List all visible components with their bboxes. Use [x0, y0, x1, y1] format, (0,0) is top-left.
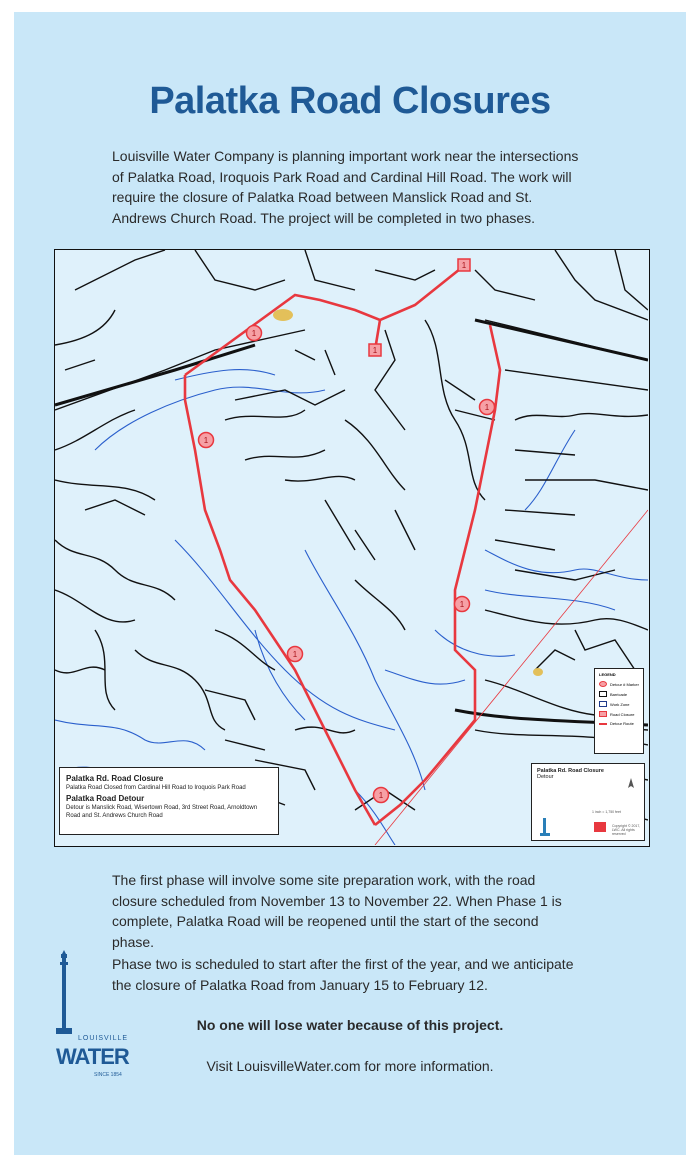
water-tower-icon	[538, 816, 552, 838]
map-key-label: Barricade	[610, 691, 628, 697]
info-scale: 1 inch = 1,750 feet	[592, 810, 621, 814]
logo-wordmark: WATER	[56, 1044, 129, 1069]
marker-label: 1	[372, 346, 378, 355]
closure-legend	[59, 767, 279, 835]
map-info-box	[531, 763, 645, 841]
closure-title: Palatka Rd. Road Closure	[66, 774, 164, 783]
map-key-row	[599, 701, 643, 707]
info-subtitle: Detour	[537, 774, 554, 780]
no-water-loss-notice: No one will lose water because of this project.	[196, 1017, 504, 1033]
phase-two-paragraph: Phase two is scheduled to start after the first of the year, and we anticipate the closure of Palatka Road from January 15 to February 12.	[112, 956, 574, 993]
roads	[55, 250, 648, 820]
marker-label: 1	[461, 261, 467, 270]
marker-label: 1	[378, 791, 384, 800]
park-landmark	[273, 309, 293, 321]
detour-description: Detour is Manslick Road, Wisertown Road, 3rd Street Road, Arnoldtown Road and St. Andrews Church Road	[66, 805, 258, 819]
closure-description: Palatka Road Closed from Cardinal Hill Road to Iroquois Park Road	[66, 785, 246, 791]
map-canvas	[55, 250, 648, 845]
map-key-label: Work Zone	[610, 701, 630, 707]
detour-line-swatch-icon	[599, 723, 607, 725]
marker-label: 1	[203, 436, 209, 445]
map-key-row	[599, 721, 643, 726]
logo-top-text: LOUISVILLE	[78, 1035, 129, 1042]
map-key-row	[599, 691, 643, 697]
info-copyright: Copyright © 2017, LWC. All rights reserved	[612, 824, 641, 836]
map-key-row	[599, 711, 643, 717]
map-key-label: Detour Route	[610, 721, 634, 726]
map-key-label: Road Closure	[610, 711, 635, 717]
marker-label: 1	[251, 329, 257, 338]
page-title: Palatka Road Closures	[149, 80, 551, 122]
detour-route	[185, 265, 500, 825]
phase-one-paragraph: The first phase will involve some site preparation work, with the road closure scheduled from November 13 to November 22. When Phase 1 is complete, Palatka Road will be reopened until the start of the second phase.	[112, 872, 562, 950]
detour-map[interactable]	[54, 249, 650, 847]
map-key-label: Detour # Marker	[610, 681, 639, 687]
visit-website-line: Visit LouisvilleWater.com for more information.	[206, 1058, 494, 1074]
logo-since-text: SINCE 1854	[94, 1072, 122, 1078]
intro-paragraph: Louisville Water Company is planning important work near the intersections of Palatka Road, Iroquois Park Road and Cardinal Hill Road. The work will require the closure of Palatka Road between Manslick Road and St. Andrews Church Road. The project will be completed in two phases.	[112, 148, 579, 226]
park-landmark	[533, 668, 543, 676]
detour-markers	[199, 259, 495, 803]
map-key-row	[599, 681, 643, 687]
marker-label: 1	[292, 650, 298, 659]
major-roads	[55, 320, 648, 725]
marker-swatch-icon	[599, 681, 607, 687]
marker-label: 1	[484, 403, 490, 412]
detour-title: Palatka Road Detour	[66, 794, 145, 803]
barricade-swatch-icon	[599, 691, 607, 697]
marker-label: 1	[459, 600, 465, 609]
lwc-logo-icon	[594, 822, 606, 832]
map-key	[594, 668, 644, 754]
map-key-title: LEGEND	[599, 672, 616, 677]
info-title: Palatka Rd. Road Closure	[537, 768, 604, 774]
work-zone-swatch-icon	[599, 701, 607, 707]
closure-swatch-icon	[599, 711, 607, 717]
north-arrow-icon	[627, 778, 635, 794]
